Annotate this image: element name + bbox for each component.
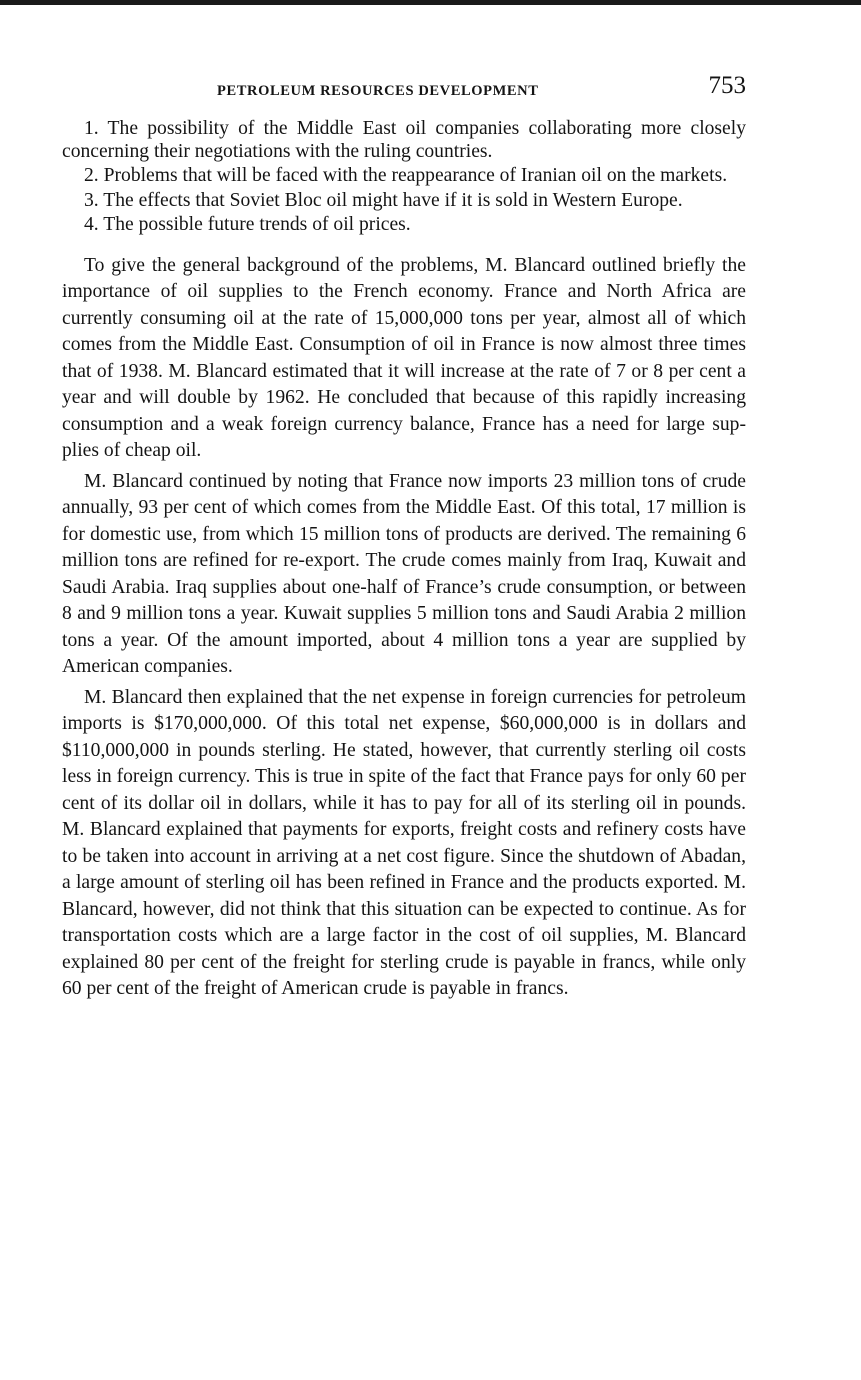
page-body [62,118,746,1003]
paragraph: To give the general background of the problems, M. Blancard outlined briefly the importance of oil supplies to the French economy. France and North Africa are currently consuming oil at the rate of 15,000,000 tons per year, almost all of which comes from the Middle East. Consumption of oil in France is now almost three times that of 1938. M. Blancard estimated that it will increase at the rate of 7 or 8 per cent a year and will double by 1962. He concluded that because of this rapidly increasing consumption and a weak foreign currency balance, France has a need for large supplies of cheap oil. [62,254,746,461]
page-header [62,72,746,106]
list-item: 1. The possibility of the Middle East oil companies collaborating more closely concerning their negotiations with the ruling countries. [62,118,746,162]
top-border-rule [0,0,861,5]
paragraph: M. Blancard then explained that the net expense in foreign currencies for petroleum imports is $170,000,000. Of this total net expense, $60,000,000 is in dollars and $110,000,000 in pounds sterling. He stated, however, that currently sterling oil costs less in foreign currency. This is true in spite of the fact that France pays for only 60 per cent of its dollar oil in dollars, while it has to pay for all of its sterling oil in pounds. M. Blancard explained that payments for exports, freight costs and refinery costs have to be taken into account in arriving at a net cost figure. Since the shutdown of Abadan, a large amount of sterling oil has been refined in France and the products exported. M. Blancard, however, did not think that this situation can be expected to continue. As for transportation costs which are a large factor in the cost of oil supplies, M. Blancard explained 80 per cent of the freight for sterling crude is payable in francs, while only 60 per cent of the freight of American crude is payable in francs. [62,686,746,999]
paragraph: M. Blancard continued by noting that France now imports 23 million tons of crude annually, 93 per cent of which comes from the Middle East. Of this total, 17 million is for domestic use, from which 15 million tons of products are derived. The remaining 6 million tons are refined for re-export. The crude comes mainly from Iraq, Kuwait and Saudi Arabia. Iraq supplies about one-half of France’s crude consumption, or between 8 and 9 million tons a year. Kuwait supplies 5 million tons and Saudi Arabia 2 million tons a year. Of the amount imported, about 4 million tons a year are supplied by American companies. [62,470,746,677]
list-item: 3. The effects that Soviet Bloc oil might have if it is sold in Western Europe. [84,189,683,211]
list-item: 4. The possible future trends of oil prices. [84,214,411,235]
running-title: PETROLEUM RESOURCES DEVELOPMENT [217,83,539,99]
page-number: 753 [708,72,746,99]
topic-list [62,118,746,237]
list-item: 2. Problems that will be faced with the reappearance of Iranian oil on the markets. [84,165,728,186]
